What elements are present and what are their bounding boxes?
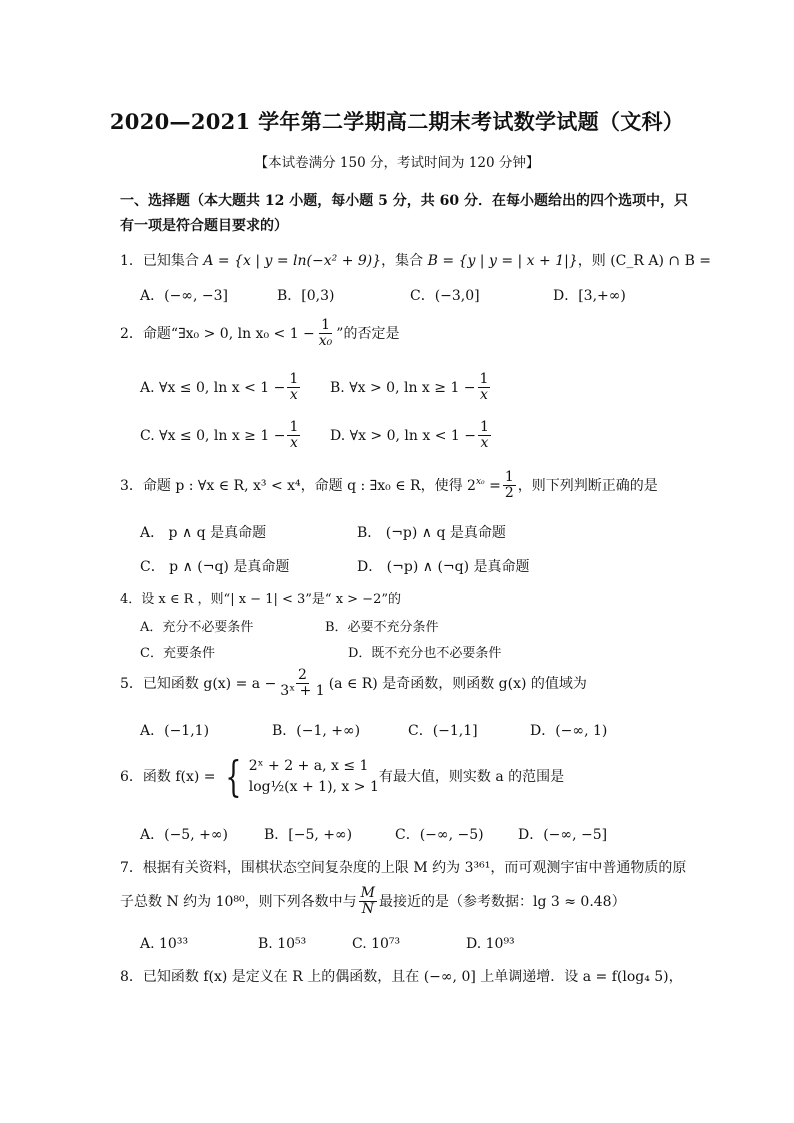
q6-option-c: C．(−∞, −5) <box>395 827 484 843</box>
q5-option-b: B．(−1, +∞) <box>272 723 361 739</box>
q2-option-b: B. ∀x > 0, ln x ≥ 1 − $\frac{1}{x}$ <box>330 371 489 404</box>
q2-option-d: D. ∀x > 0, ln x < 1 − $\frac{1}{x}$ <box>330 419 489 452</box>
q4-option-a: A．充分不必要条件 <box>140 620 254 635</box>
question-6: 6．函数 f(x) = { 2ˣ + 2 + a, x ≤ 1 log½(x + 1), x > 1 有最大值，则实数 a 的范围是 <box>120 752 565 801</box>
set-b: B = {y | y = | x + 1|} <box>427 253 578 269</box>
q5-option-a: A．(−1,1) <box>140 723 210 739</box>
q6-option-d: D．(−∞, −5] <box>518 827 608 843</box>
q2-option-c: C. ∀x ≤ 0, ln x ≥ 1 − $\frac{1}{x}$ <box>140 419 299 452</box>
q1-option-d: D．[3,+∞) <box>553 288 626 304</box>
exam-title: 2020—2021 学年第二学期高二期末考试数学试题（文科） <box>109 109 685 134</box>
question-1: 1．已知集合 A = {x | y = ln(−x² + 9)}，集合 B = {y | y = | x + 1|}，则 (C_R A) ∩ B = <box>120 253 712 269</box>
q3-option-b: B． (¬p) ∧ q 是真命题 <box>357 525 506 541</box>
piecewise-function: { 2ˣ + 2 + a, x ≤ 1 log½(x + 1), x > 1 <box>225 752 379 801</box>
q1-option-b: B．[0,3) <box>277 288 335 304</box>
section-heading-line2: 有一项是符合题目要求的） <box>120 218 288 234</box>
question-3: 3．命题 p : ∀x ∈ R, x³ < x⁴，命题 q : ∃x₀ ∈ R，使得 $2^{x_0}$ = $\frac{1}{2}$ ，则下列判断正确的是 <box>120 469 658 502</box>
q3-option-a: A． p ∧ q 是真命题 <box>140 525 267 541</box>
fraction: $\frac{M}{N}$ <box>360 885 375 918</box>
q3-option-d: D． (¬p) ∧ (¬q) 是真命题 <box>357 559 530 575</box>
set-a: A = {x | y = ln(−x² + 9)} <box>203 253 382 269</box>
question-7-line2: 子总数 N 约为 10⁸⁰，则下列各数中与 $\frac{M}{N}$ 最接近的是（参考数据：lg 3 ≈ 0.48） <box>120 885 626 918</box>
question-7-line1: 7．根据有关资料，围棋状态空间复杂度的上限 M 约为 3³⁶¹，而可观测宇宙中普通物质的原 <box>120 860 687 876</box>
brace-icon: { <box>225 752 242 801</box>
section-heading-line1: 一、选择题（本大题共 12 小题，每小题 5 分，共 60 分．在每小题给出的四个选项中，只 <box>120 193 688 209</box>
q6-option-a: A．(−5, +∞) <box>140 827 228 843</box>
q5-option-d: D．(−∞, 1) <box>530 723 608 739</box>
q7-option-a: A. 10³³ <box>140 936 189 952</box>
fraction: $\frac{1}{\text{x₀}}$ <box>318 317 333 350</box>
fraction: $\frac{2}{\text{3ˣ + 1}}$ <box>280 667 325 700</box>
question-4: 4．设 x ∈ R ，则“| x − 1| < 3”是“ x > −2”的 <box>120 592 401 607</box>
q1-option-c: C．(−3,0] <box>410 288 480 304</box>
q6-option-b: B．[−5, +∞) <box>264 827 353 843</box>
fraction: $\frac{1}{2}$ <box>504 469 514 502</box>
q4-option-d: D．既不充分也不必要条件 <box>348 646 502 661</box>
q1-option-a: A．(−∞, −3] <box>140 288 228 304</box>
q7-option-b: B. 10⁵³ <box>258 936 307 952</box>
q7-option-d: D. 10⁹³ <box>466 936 515 952</box>
q2-option-a: A. ∀x ≤ 0, ln x < 1 − $\frac{1}{x}$ <box>140 371 299 404</box>
q4-option-c: C．充要条件 <box>140 646 215 661</box>
q5-option-c: C．(−1,1] <box>408 723 478 739</box>
q3-option-c: C． p ∧ (¬q) 是真命题 <box>140 559 290 575</box>
question-5: 5．已知函数 g(x) = a − $\frac{2}{\text{3ˣ + 1}}$ (a ∈ R) 是奇函数，则函数 g(x) 的值域为 <box>120 667 587 700</box>
q7-option-c: C. 10⁷³ <box>352 936 401 952</box>
exam-subtitle: 【本试卷满分 150 分，考试时间为 120 分钟】 <box>254 155 540 171</box>
question-2: 2．命题“∃x₀ > 0, ln x₀ < 1 − $\frac{1}{\text{x₀}}$ ”的否定是 <box>120 317 400 350</box>
q4-option-b: B．必要不充分条件 <box>325 620 439 635</box>
question-8: 8．已知函数 f(x) 是定义在 R 上的偶函数，且在 (−∞, 0] 上单调递增．设 a = f(log₄ 5)， <box>120 969 683 985</box>
